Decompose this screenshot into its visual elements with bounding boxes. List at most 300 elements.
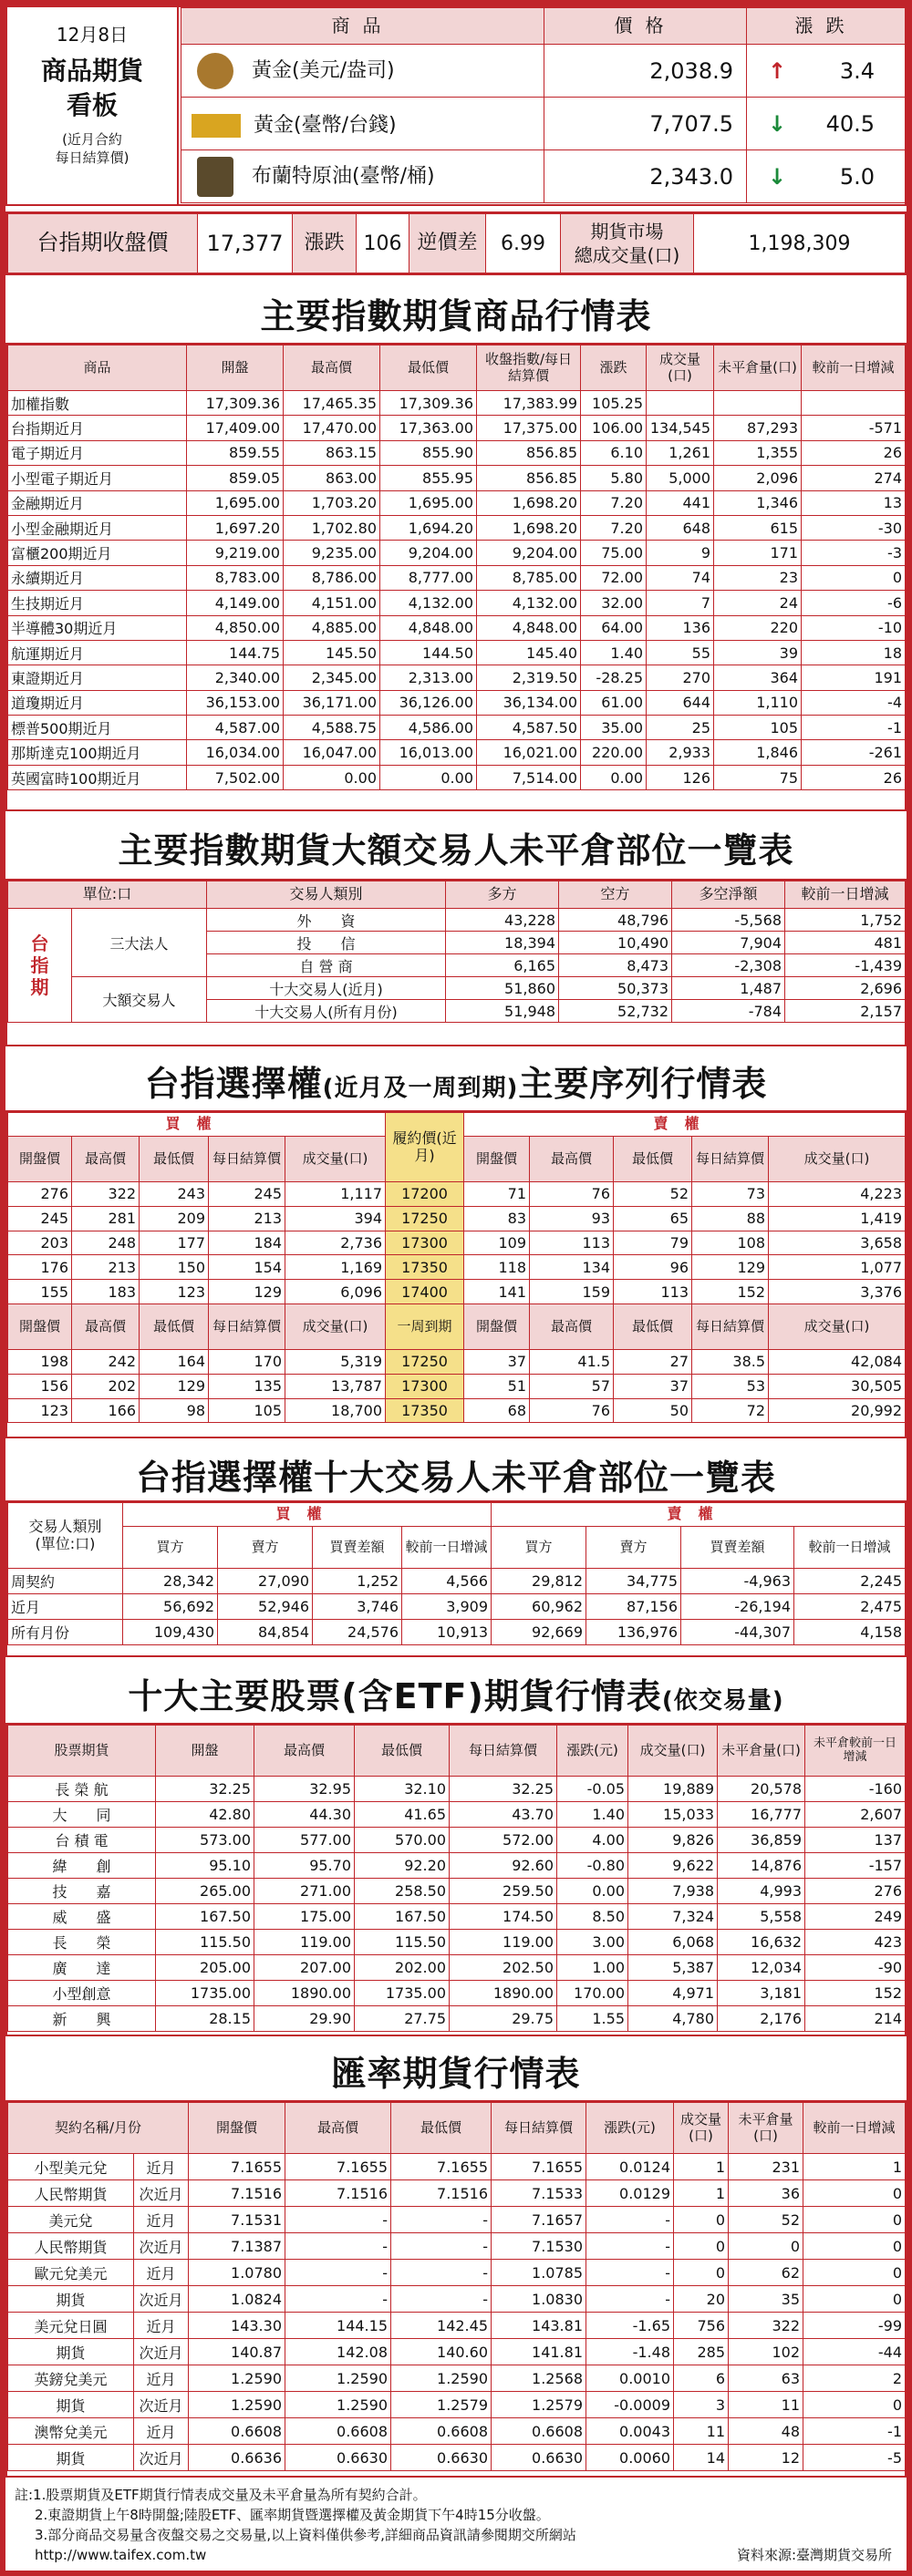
header-line: 交易人類別 [28, 1518, 102, 1536]
column-header: 單位:口 [8, 881, 207, 909]
index-futures-title: 主要指數期貨商品行情表 [260, 296, 652, 336]
table-cell: 144.50 [380, 640, 477, 665]
options-section [5, 1110, 907, 1438]
table-row [8, 2207, 906, 2233]
table-cell: 1.55 [557, 2006, 628, 2032]
table-cell: 41.65 [355, 1802, 450, 1828]
table-cell: 118 [464, 1255, 530, 1280]
table-cell: 123 [8, 1398, 72, 1423]
table-cell: 0.00 [284, 765, 380, 789]
table-row [8, 765, 906, 789]
table-cell: 203 [8, 1231, 72, 1255]
table-cell: 0.6608 [189, 2418, 285, 2445]
table-cell: 金融期近月 [8, 490, 187, 515]
table-cell: 27.75 [355, 2006, 450, 2032]
table-cell: 大 同 [8, 1802, 156, 1828]
column-header: 未平倉較前一日增減 [805, 1726, 906, 1777]
column-header: 最高價 [254, 1726, 355, 1777]
table-cell: 198 [8, 1349, 72, 1374]
table-cell: 24,576 [313, 1620, 402, 1645]
table-cell: 0.0043 [586, 2418, 674, 2445]
table-cell: 115.50 [355, 1930, 450, 1955]
table-row [8, 1206, 906, 1231]
table-cell: 長 榮 [8, 1930, 156, 1955]
table-cell: 756 [674, 2313, 729, 2339]
table-cell: 1890.00 [450, 1981, 557, 2006]
table-cell: 1 [674, 2154, 729, 2180]
large-traders-section [5, 879, 907, 1046]
table-cell: 29.75 [450, 2006, 557, 2032]
table-cell: 140.87 [189, 2339, 285, 2365]
group-row [8, 1503, 906, 1527]
table-cell: 1.2590 [285, 2392, 391, 2418]
table-cell: 17350 [386, 1255, 464, 1280]
table-cell: 7.20 [581, 515, 647, 540]
table-cell: 2,313.00 [380, 665, 477, 690]
table-cell: 73 [692, 1182, 769, 1207]
table-cell: 4,149.00 [187, 591, 284, 615]
table-row [8, 2339, 906, 2365]
table-cell: 2,096 [714, 466, 802, 490]
column-header: 開盤價 [464, 1137, 530, 1182]
table-cell: 137 [805, 1828, 906, 1853]
table-cell: 35 [729, 2286, 803, 2313]
table-cell: 95.10 [156, 1853, 254, 1879]
table-cell: 44.30 [254, 1802, 355, 1828]
table-cell: 154 [209, 1255, 285, 1280]
table-cell: 1,698.20 [477, 515, 581, 540]
table-cell: 202.00 [355, 1955, 450, 1981]
table-cell: 144.15 [285, 2313, 391, 2339]
table-cell: 93 [530, 1206, 614, 1231]
gold-bar-icon [192, 114, 241, 138]
table-cell: 18,700 [285, 1398, 386, 1423]
column-header: 最高價 [530, 1137, 614, 1182]
table-cell: 17250 [386, 1349, 464, 1374]
board-date: 12月8日 [56, 24, 129, 46]
table-cell: 572.00 [450, 1828, 557, 1853]
table-cell: 276 [805, 1879, 906, 1904]
table-cell: 次近月 [134, 2445, 189, 2471]
table-cell: 0.0129 [586, 2180, 674, 2207]
table-cell: 109 [464, 1231, 530, 1255]
table-cell: 0.6636 [189, 2445, 285, 2471]
table-cell: 39 [714, 640, 802, 665]
table-cell: 220.00 [581, 740, 647, 765]
table-cell: 17,309.36 [380, 391, 477, 416]
table-row [8, 1777, 906, 1802]
column-header: 買方 [123, 1527, 218, 1569]
table-cell: -1.48 [586, 2339, 674, 2365]
table-cell: 141.81 [492, 2339, 586, 2365]
column-header: 股票期貨 [8, 1726, 156, 1777]
call-label: 買權 [8, 1113, 386, 1137]
stock-futures-title: 十大主要股票(含ETF)期貨行情表(依交易量) [128, 1676, 784, 1716]
table-cell: 近月 [134, 2154, 189, 2180]
table-cell: 68 [464, 1398, 530, 1423]
column-header: 開盤價 [464, 1303, 530, 1349]
table-cell: - [391, 2233, 492, 2260]
table-row [8, 1802, 906, 1828]
table-cell: 1.2568 [492, 2365, 586, 2392]
table-cell: 18 [802, 640, 906, 665]
table-cell: 141 [464, 1280, 530, 1304]
table-row [8, 2180, 906, 2207]
table-cell: 32.25 [156, 1777, 254, 1802]
table-cell: -261 [802, 740, 906, 765]
table-cell: 9,204.00 [380, 541, 477, 565]
column-header: 每日結算價 [492, 2103, 586, 2154]
table-cell: 6.10 [581, 440, 647, 465]
table-cell: 7.1655 [492, 2154, 586, 2180]
table-cell: -90 [805, 1955, 906, 1981]
column-header: 成交量(口) [674, 2103, 729, 2154]
board-header [7, 7, 179, 204]
table-cell: 36,134.00 [477, 690, 581, 715]
table-cell: 0.00 [557, 1879, 628, 1904]
table-cell: 17,375.00 [477, 416, 581, 440]
table-cell: -157 [805, 1853, 906, 1879]
table-row [8, 716, 906, 740]
table-cell: - [586, 2286, 674, 2313]
table-cell: 0 [803, 2260, 906, 2286]
table-cell: 1,695.00 [380, 490, 477, 515]
header-row [8, 2103, 906, 2154]
table-cell: 19,889 [628, 1777, 718, 1802]
table-cell: -4 [802, 690, 906, 715]
table-cell: 248 [72, 1231, 140, 1255]
table-cell: 1,252 [313, 1569, 402, 1594]
options-top10-title: 台指選擇權十大交易人未平倉部位一覽表 [135, 1458, 776, 1498]
table-cell: 9,235.00 [284, 541, 380, 565]
table-cell: 577.00 [254, 1828, 355, 1853]
table-cell: - [285, 2207, 391, 2233]
table-cell: 4,588.75 [284, 716, 380, 740]
table-cell: 7.1655 [391, 2154, 492, 2180]
table-cell: 4,223 [769, 1182, 906, 1207]
table-cell: 新 興 [8, 2006, 156, 2032]
table-cell: 26 [802, 440, 906, 465]
table-cell: 29,812 [492, 1569, 586, 1594]
table-cell: 171 [714, 541, 802, 565]
table-cell: 7.1530 [492, 2233, 586, 2260]
table-cell: 7.1657 [492, 2207, 586, 2233]
table-cell: 1.2590 [189, 2365, 285, 2392]
table-cell: -10 [802, 615, 906, 640]
table-cell: 15,033 [628, 1802, 718, 1828]
table-cell: 7 [647, 591, 714, 615]
table-cell: 英鎊兌美元 [8, 2365, 134, 2392]
table-cell: 4,848.00 [477, 615, 581, 640]
table-cell: 62 [729, 2260, 803, 2286]
column-header: 成交量(口) [769, 1137, 906, 1182]
table-cell: 859.55 [187, 440, 284, 465]
put-label: 賣權 [492, 1503, 906, 1527]
column-header: 成交量(口) [769, 1303, 906, 1349]
table-cell: 近月 [134, 2207, 189, 2233]
table-cell: 29.90 [254, 2006, 355, 2032]
table-cell: - [586, 2207, 674, 2233]
table-cell: 36,126.00 [380, 690, 477, 715]
table-cell: 期貨 [8, 2286, 134, 2313]
table-cell: 1,419 [769, 1206, 906, 1231]
table-cell: 57 [530, 1374, 614, 1398]
table-cell: 美元兌 [8, 2207, 134, 2233]
table-cell: 83 [464, 1206, 530, 1231]
table-cell: 17,470.00 [284, 416, 380, 440]
table-cell: 5.80 [581, 466, 647, 490]
column-header: 賣方 [586, 1527, 681, 1569]
table-cell: 17,465.35 [284, 391, 380, 416]
table-row [8, 1569, 906, 1594]
table-cell: 26 [802, 765, 906, 789]
table-cell: 近月 [134, 2313, 189, 2339]
commodity-row: 黃金(臺幣/台錢) 7,707.5 ↓ 40.5 [181, 98, 906, 150]
table-cell: 0.6608 [285, 2418, 391, 2445]
fx-futures-table [7, 2102, 906, 2471]
column-header: 買賣差額 [313, 1527, 402, 1569]
table-cell: 258.50 [355, 1879, 450, 1904]
strike-header-label: 履約價(近月) [392, 1129, 457, 1164]
table-row [8, 2233, 906, 2260]
board-note: (近月合約 每日結算價) [55, 131, 130, 166]
table-cell: 48 [729, 2418, 803, 2445]
table-cell: 859.05 [187, 466, 284, 490]
table-cell: 32.95 [254, 1777, 355, 1802]
table-row [8, 2006, 906, 2032]
table-cell: 119.00 [254, 1930, 355, 1955]
table-cell: 7.1655 [189, 2154, 285, 2180]
table-cell: 3 [674, 2392, 729, 2418]
table-row [8, 440, 906, 465]
table-cell: 145.40 [477, 640, 581, 665]
column-header: 每日結算價 [209, 1137, 285, 1182]
column-header: 最低價 [140, 1303, 209, 1349]
table-cell: 11 [729, 2392, 803, 2418]
table-cell: 那斯達克100期近月 [8, 740, 187, 765]
column-header: 每日結算價 [209, 1303, 285, 1349]
arrow-up-icon: ↑ [768, 57, 787, 84]
table-cell: 14 [674, 2445, 729, 2471]
table-cell: 17300 [386, 1231, 464, 1255]
table-cell: 17,409.00 [187, 416, 284, 440]
table-cell: 4.00 [557, 1828, 628, 1853]
table-row [8, 1398, 906, 1423]
table-cell: -0.0009 [586, 2392, 674, 2418]
table-cell: 加權指數 [8, 391, 187, 416]
table-cell: 東證期近月 [8, 665, 187, 690]
table-cell: 16,034.00 [187, 740, 284, 765]
table-cell: 30,505 [769, 1374, 906, 1398]
table-cell: -6 [802, 591, 906, 615]
column-header: 未平倉量(口) [714, 345, 802, 391]
table-row [8, 515, 906, 540]
table-cell: 52,946 [218, 1594, 313, 1620]
header-row [8, 1303, 906, 1349]
table-cell: 7,514.00 [477, 765, 581, 789]
table-cell: 36,859 [718, 1828, 805, 1853]
index-futures-section [5, 343, 907, 811]
table-cell: 167.50 [355, 1904, 450, 1930]
table-cell: 17,363.00 [380, 416, 477, 440]
table-cell: 小型美元兌 [8, 2154, 134, 2180]
table-cell: 7.1531 [189, 2207, 285, 2233]
table-cell: 3,658 [769, 1231, 906, 1255]
table-row [8, 2445, 906, 2471]
column-header: 商品 [8, 345, 187, 391]
column-header: 最低價 [355, 1726, 450, 1777]
table-cell: 4,993 [718, 1879, 805, 1904]
table-cell: - [391, 2286, 492, 2313]
table-cell: 32.25 [450, 1777, 557, 1802]
table-cell: 863.00 [284, 466, 380, 490]
table-cell: -571 [802, 416, 906, 440]
table-cell: 近月 [134, 2365, 189, 2392]
table-cell: 41.5 [530, 1349, 614, 1374]
table-cell: -1.65 [586, 2313, 674, 2339]
table-row [8, 2313, 906, 2339]
column-header: 最高價 [285, 2103, 391, 2154]
table-cell: 4,132.00 [477, 591, 581, 615]
column-header: 最高價 [72, 1303, 140, 1349]
table-row [8, 740, 906, 765]
table-cell: 1,117 [285, 1182, 386, 1207]
table-cell: 113 [530, 1231, 614, 1255]
table-cell: 202.50 [450, 1955, 557, 1981]
table-cell: 20,578 [718, 1777, 805, 1802]
table-cell: 2,345.00 [284, 665, 380, 690]
table-cell: 0 [803, 2286, 906, 2313]
column-header: 契約名稱/月份 [8, 2103, 189, 2154]
table-cell: 92.20 [355, 1853, 450, 1879]
table-row [8, 2260, 906, 2286]
table-cell: 135 [209, 1374, 285, 1398]
table-cell: -3 [802, 541, 906, 565]
table-cell: 65 [614, 1206, 692, 1231]
table-cell: 3,909 [402, 1594, 492, 1620]
table-cell: 次近月 [134, 2180, 189, 2207]
table-cell: 167.50 [156, 1904, 254, 1930]
table-cell: 1,355 [714, 440, 802, 465]
table-cell: 75 [714, 765, 802, 789]
table-cell: 74 [647, 565, 714, 590]
table-cell: 長 榮 航 [8, 1777, 156, 1802]
table-cell: 4,587.50 [477, 716, 581, 740]
table-row [8, 2392, 906, 2418]
table-cell: 28,342 [123, 1569, 218, 1594]
table-cell: -0.05 [557, 1777, 628, 1802]
table-cell: 20,992 [769, 1398, 906, 1423]
table-cell: 5,319 [285, 1349, 386, 1374]
table-cell: 14,876 [718, 1853, 805, 1879]
table-cell: 96 [614, 1255, 692, 1280]
table-cell: 16,021.00 [477, 740, 581, 765]
table-cell: 176 [8, 1255, 72, 1280]
table-cell: 7.1516 [189, 2180, 285, 2207]
table-cell: -26,194 [681, 1594, 794, 1620]
table-cell: 274 [802, 466, 906, 490]
table-cell: 道瓊期近月 [8, 690, 187, 715]
table-cell: 423 [805, 1930, 906, 1955]
table-cell: 92,669 [492, 1620, 586, 1645]
column-header: 較前一日增減 [802, 345, 906, 391]
table-cell: 441 [647, 490, 714, 515]
table-cell: 1,346 [714, 490, 802, 515]
fx-futures-section [5, 2100, 907, 2478]
table-cell: 17250 [386, 1206, 464, 1231]
table-cell: 次近月 [134, 2339, 189, 2365]
column-header: 空方 [559, 881, 672, 909]
table-cell: 209 [140, 1206, 209, 1231]
table-cell: 855.95 [380, 466, 477, 490]
table-cell: 75.00 [581, 541, 647, 565]
table-row [8, 1930, 906, 1955]
table-row [8, 1904, 906, 1930]
large-traders-table: 單位:口 交易人類別 多方 空方 多空淨額 較前一日增減 台指期 三大法人 外 資 43,228 48,796 -5,568 1,752 投 信 18,394 10,490 7,904 481 自 營 商 6,165 8,473 -2,308 -1,439 大額交易人 十大交易人(近月) 51,860 50,373 1,487 2,696 十大交易人(所有月份) 51,948 52,732 -784 2,157 [7, 881, 906, 1023]
table-cell: 2,607 [805, 1802, 906, 1828]
table-cell: 0.6608 [391, 2418, 492, 2445]
table-cell: 5,558 [718, 1904, 805, 1930]
arrow-down-icon: ↓ [768, 110, 787, 137]
table-cell: 1,110 [714, 690, 802, 715]
table-cell: 17,309.36 [187, 391, 284, 416]
table-cell: 102 [729, 2339, 803, 2365]
table-cell: 129 [209, 1280, 285, 1304]
header-row [8, 345, 906, 391]
table-cell: 次近月 [134, 2286, 189, 2313]
table-cell: 9,826 [628, 1828, 718, 1853]
table-cell: 142.45 [391, 2313, 492, 2339]
table-cell: 6,068 [628, 1930, 718, 1955]
table-cell: 106.00 [581, 416, 647, 440]
table-row [8, 1828, 906, 1853]
table-cell: 1,077 [769, 1255, 906, 1280]
table-cell: 1.0830 [492, 2286, 586, 2313]
table-cell: 170 [209, 1349, 285, 1374]
column-header: 賣方 [218, 1527, 313, 1569]
column-header: 最高價 [284, 345, 380, 391]
table-row [8, 2154, 906, 2180]
table-cell: 台 積 電 [8, 1828, 156, 1853]
table-cell: 36 [729, 2180, 803, 2207]
table-cell [802, 391, 906, 416]
table-cell: 5,387 [628, 1955, 718, 1981]
table-cell: 159 [530, 1280, 614, 1304]
table-cell: 1 [674, 2180, 729, 2207]
table-cell: 95.70 [254, 1853, 355, 1879]
table-cell: 271.00 [254, 1879, 355, 1904]
table-row [8, 640, 906, 665]
table-cell: - [285, 2286, 391, 2313]
table-row [8, 490, 906, 515]
stock-futures-table [7, 1725, 906, 2032]
table-row [8, 2418, 906, 2445]
table-cell: 4,587.00 [187, 716, 284, 740]
column-header: 開盤價 [8, 1137, 72, 1182]
oil-barrel-icon [197, 157, 233, 197]
table-cell: 17400 [386, 1280, 464, 1304]
column-header: 最低價 [380, 345, 477, 391]
column-header: 買方 [492, 1527, 586, 1569]
table-cell: 34,775 [586, 1569, 681, 1594]
column-header: 一周到期 [386, 1303, 464, 1349]
table-cell: 人民幣期貨 [8, 2233, 134, 2260]
table-cell: 小型創意 [8, 1981, 156, 2006]
website-link[interactable]: http://www.taifex.com.tw [35, 2547, 207, 2563]
table-cell: 152 [692, 1280, 769, 1304]
column-header: 成交量(口) [628, 1726, 718, 1777]
table-cell: 澳幣兌美元 [8, 2418, 134, 2445]
